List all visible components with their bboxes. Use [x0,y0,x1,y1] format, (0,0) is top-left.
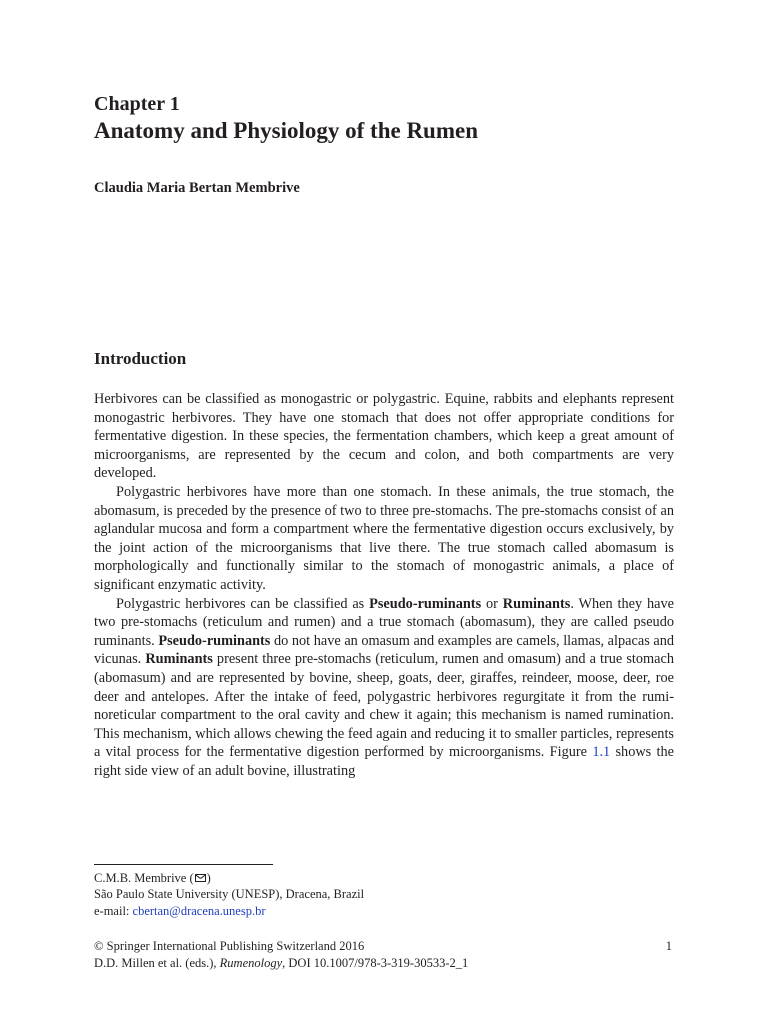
citation-doi: , DOI 10.1007/978-3-319-30533-2_1 [282,956,469,970]
citation-editors: D.D. Millen et al. (eds.), [94,956,220,970]
chapter-label: Chapter 1 [94,93,180,115]
term-pseudo-ruminants: Pseudo-ruminants [369,595,482,612]
section-heading: Introduction [94,349,187,368]
footnote-divider [94,864,273,865]
footnote-author-close: ) [206,871,211,885]
copyright-block [94,938,674,972]
term-ruminants: Ruminants [145,651,213,668]
paragraph-3-text: Polygastric herbivores can be classified as [116,595,370,612]
footnote [94,870,674,919]
term-pseudo-ruminants: Pseudo-ruminants [158,632,271,649]
paragraph-3-text: or [481,595,503,612]
paragraph-3 [94,595,674,781]
paragraph-3-text: do not have an omasum and examples are camels, llamas, alpacas and vicunas. [94,632,674,668]
paragraph-3-text: shows the right side view of an adult bovine, illustrating [94,744,674,779]
copyright-line: © Springer International Publishing Switzerland 2016 [94,939,365,953]
envelope-icon [195,874,206,882]
paragraph-1: Herbivores can be classified as monogastric or polygastric. Equine, rabbits and elephants represent monogastric herbivores. They have one stomach that does not offer appropriate conditions for fermentative digestion. In these species, the fermentation chambers, which keep a great amount of microorganisms, are represented by the cecum and colon, and both compartments are very developed. [94,391,674,482]
email-link[interactable]: cbertan@dracena.unesp.br [132,903,266,918]
email-label: e-mail: [94,903,133,918]
citation-line [94,955,674,972]
author-name: Claudia Maria Bertan Membrive [94,180,300,196]
figure-link[interactable]: 1.1 [592,744,611,761]
footnote-author: C.M.B. Membrive ( [94,871,194,885]
page-number: 1 [665,939,672,953]
body-text [94,390,674,780]
footnote-email-line [94,903,674,919]
footnote-affiliation: São Paulo State University (UNESP), Dracena, Brazil [94,887,365,902]
footnote-author-line [94,870,674,886]
paragraph-3-text: present three pre-stomachs (reticulum, rumen and omasum) and a true stomach (abomasum) and are represented by bovine, sheep, goats, deer, giraffes, reindeer, moose, deer, roe deer and antelopes. After the intake of feed, polygastric herbivores regurgitate it from the ruminoreticular compartment to the oral cavity and chew it again; this mechanism is named rumination. This mechanism, which allows chewing the feed again and reducing it to smaller particles, represents a vital process for the fermentative digestion performed by microorganisms. Figure [94,651,674,761]
chapter-title: Anatomy and Physiology of the Rumen [94,118,479,143]
paragraph-2: Polygastric herbivores have more than one stomach. In these animals, the true stomach, the abomasum, is preceded by the presence of two to three pre-stomachs. The pre-stomachs consist of an aglandular mucosa and form a compartment where the fermentative digestion occurs exclusively, by the joint action of the microorganisms that live there. The true stomach called abomasum is morphologically and functionally similar to the stomach of monogastric animals, a place of significant enzymatic activity. [94,483,674,593]
paragraph-3-text: . When they have two pre-stomachs (reticulum and rumen) and a true stomach (abomasum), they are called pseudo ruminants. [94,595,675,649]
term-ruminants: Ruminants [502,595,571,612]
book-title: Rumenology [219,956,283,970]
